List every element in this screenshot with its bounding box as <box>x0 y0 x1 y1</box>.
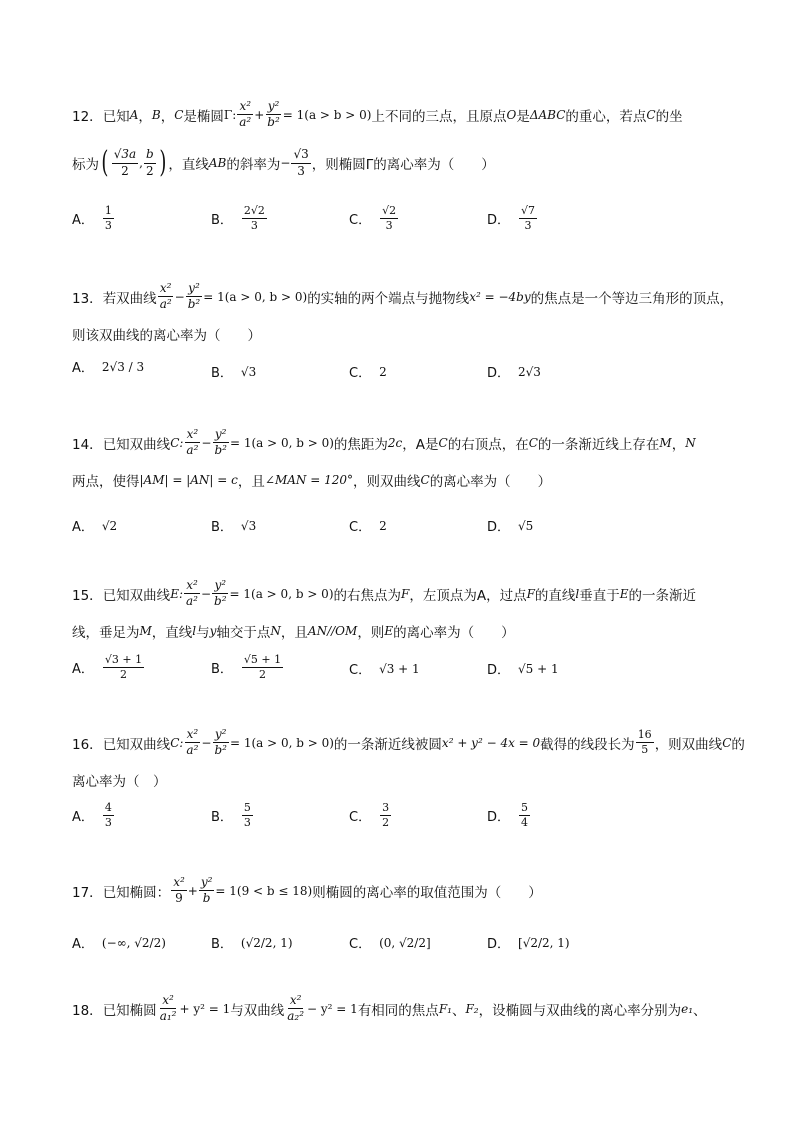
option-d[interactable] <box>487 516 533 535</box>
option-label: D． <box>487 810 511 826</box>
option-label: C． <box>349 663 372 678</box>
text: 是椭圆 <box>183 108 224 125</box>
text: 的焦点是一个等边三角形的顶点， <box>530 290 734 307</box>
option-value: √5 + 1 <box>518 661 559 676</box>
question-12-line-2: 标为 ( $\frac{√3a}{2}$ , $\frac{b}{2}$ ) ，直线 AB 的斜率为 − $\frac{√3}{3}$ ，则椭圆Γ的离心率为（ ） <box>72 145 495 180</box>
math-condition: = 1(a > 0, b > 0) <box>229 435 334 450</box>
math-F: F <box>526 586 535 601</box>
math-gamma: Γ: <box>223 107 237 122</box>
option-label: C． <box>349 520 372 535</box>
option-label: B． <box>211 213 233 229</box>
fraction-denominator: 5 <box>641 743 649 757</box>
option-c[interactable] <box>349 362 387 381</box>
text: 若双曲线 <box>102 290 157 307</box>
option-value: [√2/2, 1) <box>518 935 570 950</box>
text: 的右顶点，在 <box>447 436 529 453</box>
text: 的离心率为（ ） <box>429 474 552 490</box>
option-value: √3 + 1 <box>379 661 420 676</box>
text: ，则双曲线 <box>353 474 421 490</box>
math-C: C <box>174 107 184 122</box>
paren-left: ( <box>101 145 109 180</box>
text: ， <box>160 108 175 125</box>
text: 已知双曲线 <box>102 736 171 753</box>
option-label: A． <box>72 662 94 678</box>
option-label: B． <box>211 662 233 678</box>
math-O: O <box>506 107 517 122</box>
option-value: √2 <box>101 518 118 533</box>
text: 、 <box>693 1002 707 1019</box>
option-value: 3 <box>250 219 258 233</box>
question-13-line-2 <box>72 324 261 344</box>
math-angle: ∠MAN = 120° <box>264 473 353 487</box>
option-b[interactable] <box>211 802 254 829</box>
option-value: 2 <box>379 518 387 533</box>
option-value: √7 <box>519 205 537 219</box>
option-value: 2√3 / 3 <box>101 359 145 374</box>
option-value: 5 <box>519 802 530 816</box>
math-F: F <box>401 586 410 601</box>
text: 的直线 <box>534 587 576 604</box>
text: 已知椭圆 <box>102 1002 157 1019</box>
text: 上不同的三点，且原点 <box>371 108 507 125</box>
text: 的坐 <box>655 108 683 125</box>
text: 的离心率为（ ） <box>393 625 515 641</box>
question-number: 15． <box>72 587 103 604</box>
question-number: 18． <box>72 1002 103 1019</box>
text: ，直线 <box>151 625 193 641</box>
fraction-y2-b2: $\frac{\text{y²}}{\text{b²}}$ <box>267 99 280 130</box>
text: 的 <box>731 736 745 753</box>
text: 的重心，若点 <box>565 108 647 125</box>
option-label: D． <box>487 663 511 678</box>
option-value: (−∞, √2/2) <box>101 935 166 950</box>
option-a[interactable] <box>72 357 144 376</box>
math-parabola: x² = −4by <box>469 289 531 304</box>
fraction-y2-b2: $\frac{\text{y²}}{\text{b²}}$ <box>187 281 201 312</box>
option-label: A． <box>72 213 94 229</box>
text: 已知 <box>102 108 130 125</box>
option-c[interactable] <box>349 933 431 952</box>
text: 则该双曲线的离心率为（ ） <box>72 328 261 344</box>
option-label: B． <box>211 937 233 952</box>
option-label: D． <box>487 366 511 381</box>
option-a[interactable] <box>72 802 115 829</box>
question-number: 14． <box>72 436 103 453</box>
math-condition: = 1(9 < b ≤ 18) <box>215 883 313 898</box>
fraction-x2-9: $\frac{\text{x²}}{9}$ <box>173 875 185 906</box>
fraction-b-2: $\frac{b}{2}$ <box>145 147 154 178</box>
option-value: 2 <box>382 816 390 830</box>
text: 离心率为（ ） <box>72 774 167 790</box>
question-13-line-1: 13． 若双曲线 $\frac{\text{x²}}{\text{a²}}$ − $\frac{\text{y²}}{\text{b²}}$ = 1(a > 0, b > 0) 的实轴的两个端点与抛物线 x² = −4by 的焦点是一个等边三角形的顶点， <box>72 281 734 312</box>
math-condition: = 1(a > 0, b > 0) <box>229 735 334 750</box>
option-a[interactable] <box>72 516 117 535</box>
text: 轴交于点 <box>216 625 271 641</box>
option-d[interactable] <box>487 205 538 232</box>
question-15-line-1: 15． 已知双曲线 E: $\frac{\text{x²}}{\text{a²}}$ − $\frac{\text{y²}}{\text{b²}}$ = 1(a > 0, b > 0) 的右焦点为 F ，左顶点为A，过点 F 的直线 l 垂直于 E 的一条渐近 <box>72 578 697 609</box>
option-d[interactable] <box>487 362 541 381</box>
fraction-y2-b2: $\frac{\text{y²}}{\text{b²}}$ <box>214 578 227 609</box>
option-b[interactable] <box>211 362 256 381</box>
text: 已知双曲线 <box>102 436 171 453</box>
text: 、 <box>451 1002 466 1019</box>
math-triangle-ABC: ΔABC <box>529 107 566 122</box>
option-label: B． <box>211 366 233 381</box>
question-15-line-2 <box>72 621 515 641</box>
fraction-neg-sqrt3-3: $\frac{√3}{3}$ <box>293 147 309 178</box>
text: 的斜率为 <box>226 157 281 173</box>
option-value: 3 <box>380 802 391 816</box>
math-N: N <box>270 624 281 638</box>
math-ellipse: + y² = 1 <box>179 1001 231 1016</box>
math-equation: |AM| = |AN| = c <box>139 473 238 487</box>
question-number: 13． <box>72 290 103 307</box>
option-c[interactable] <box>349 516 387 535</box>
text: ，左顶点为A，过点 <box>409 587 527 604</box>
option-label: A． <box>72 361 94 376</box>
question-number: 17． <box>72 884 103 901</box>
option-value: 1 <box>103 205 114 219</box>
text: ，且 <box>237 474 265 490</box>
math-l: l <box>192 624 197 638</box>
option-value: √3 + 1 <box>103 654 144 668</box>
option-label: C． <box>349 937 372 952</box>
option-label: B． <box>211 520 233 535</box>
option-label: D． <box>487 213 511 229</box>
text: 是 <box>516 108 530 125</box>
math-parallel: AN//OM <box>307 624 358 638</box>
math-condition: = 1(a > b > 0) <box>282 107 372 122</box>
fraction-y2-b2: $\frac{\text{y²}}{\text{b²}}$ <box>214 727 227 758</box>
option-value: 3 <box>385 219 393 233</box>
option-b[interactable] <box>211 516 256 535</box>
fraction-x2-a2: $\frac{\text{x²}}{\text{a²}}$ <box>239 99 252 130</box>
option-label: A． <box>72 937 94 952</box>
text: ， <box>671 436 686 453</box>
option-value: 2 <box>120 668 128 682</box>
option-b[interactable] <box>211 205 268 232</box>
option-c[interactable] <box>349 659 420 678</box>
question-number: 16． <box>72 736 103 753</box>
math-M: M <box>139 624 152 638</box>
question-14-line-1: 14． 已知双曲线 C: $\frac{\text{x²}}{\text{a²}}$ − $\frac{\text{y²}}{\text{b²}}$ = 1(a > 0, b > 0) 的焦距为 2c ，A是 C 的右顶点，在 C 的一条渐近线上存在 M ， N <box>72 427 696 458</box>
text: 的一条渐近线上存在 <box>537 436 660 453</box>
text: 的焦距为 <box>333 436 388 453</box>
math-circle: x² + y² − 4x = 0 <box>441 735 541 750</box>
text: ， <box>138 108 152 125</box>
math-C: C <box>438 435 448 450</box>
option-value: √3 <box>240 518 257 533</box>
math-AB: AB <box>208 156 227 170</box>
option-value: 5 <box>242 802 253 816</box>
text: 标为 <box>72 157 99 173</box>
math-E: E <box>384 624 394 638</box>
fraction-x2-a2-2: $\frac{\text{x²}}{\text{a₂²}}$ <box>287 993 305 1024</box>
option-value: 3 <box>243 816 251 830</box>
fraction-sqrt3a-2: $\frac{√3a}{2}$ <box>113 147 137 178</box>
question-16-line-1: 16． 已知双曲线 C: $\frac{\text{x²}}{\text{a²}}$ − $\frac{\text{y²}}{\text{b²}}$ = 1(a > 0, b > 0) 的一条渐近线被圆 x² + y² − 4x = 0 截得的线段长为 $\frac{16}{5}$ ，则双曲线 C 的 <box>72 727 745 758</box>
text: 截得的线段长为 <box>540 736 635 753</box>
question-17-line-1: 17． 已知椭圆： $\frac{\text{x²}}{9}$ + $\frac{\text{y²}}{b}$ = 1(9 < b ≤ 18) 则椭圆的离心率的取值范围为（ ） <box>72 875 542 906</box>
math-F1: F₁ <box>438 1001 452 1016</box>
text: 已知椭圆： <box>102 884 171 901</box>
option-label: A． <box>72 520 94 535</box>
fraction-x2-a2: $\frac{\text{x²}}{\text{a²}}$ <box>186 727 199 758</box>
math-C: C <box>646 107 656 122</box>
math-C: C <box>528 435 538 450</box>
option-d[interactable] <box>487 933 570 952</box>
question-12-line-1: 12． 已知 A ， B ， C 是椭圆 Γ: $\frac{\text{x²}}{\text{a²}}$ + $\frac{\text{y²}}{\text{b²}}$ = 1(a > b > 0) 上不同的三点，且原点 O 是 ΔABC 的重心，若点 C 的坐 <box>72 99 683 130</box>
paren-right: ) <box>159 145 167 180</box>
option-value: (0, √2/2] <box>379 935 431 950</box>
text: 的一条渐近 <box>628 587 697 604</box>
fraction-y2-b2: $\frac{\text{y²}}{\text{b²}}$ <box>214 427 227 458</box>
text: 则椭圆的离心率的取值范围为（ ） <box>312 884 542 901</box>
math-l: l <box>575 586 580 601</box>
option-label: D． <box>487 520 511 535</box>
text: ，直线 <box>168 157 209 173</box>
fraction-x2-a2: $\frac{\text{x²}}{\text{a²}}$ <box>186 427 199 458</box>
text: 的实轴的两个端点与抛物线 <box>307 290 470 307</box>
math-F2: F₂ <box>465 1001 479 1016</box>
option-a[interactable] <box>72 205 115 232</box>
text: 垂直于 <box>579 587 620 604</box>
option-c[interactable] <box>349 802 392 829</box>
math-condition: = 1(a > 0, b > 0) <box>229 586 334 601</box>
option-value: 4 <box>103 802 114 816</box>
option-label: C． <box>349 213 372 229</box>
math-N: N <box>685 435 696 450</box>
math-A: A <box>129 107 139 122</box>
option-d[interactable] <box>487 802 531 829</box>
text: 线，垂足为 <box>72 625 140 641</box>
text: ，则椭圆Γ的离心率为（ ） <box>311 157 495 173</box>
option-value: √3 <box>240 364 257 379</box>
option-b[interactable] <box>211 933 293 952</box>
math-C: C <box>420 473 430 487</box>
option-value: 2√2 <box>242 205 267 219</box>
option-value: 3 <box>524 219 532 233</box>
option-a[interactable] <box>72 654 145 681</box>
text: 有相同的焦点 <box>357 1002 439 1019</box>
option-value: 2 <box>259 668 267 682</box>
fraction-numerator: 16 <box>636 729 654 743</box>
fraction-x2-a2: $\frac{\text{x²}}{\text{a²}}$ <box>186 578 198 609</box>
math-hyperbola: − y² = 1 <box>307 1001 358 1016</box>
question-18-line-1 <box>72 994 707 1023</box>
text: ，设椭圆与双曲线的离心率分别为 <box>478 1002 682 1019</box>
option-value: 2 <box>379 364 387 379</box>
question-16-line-2 <box>72 770 167 790</box>
text: 两点，使得 <box>72 474 140 490</box>
text: 已知双曲线 <box>102 587 171 604</box>
option-label: A． <box>72 810 94 826</box>
fraction-y2-b: $\frac{\text{y²}}{b}$ <box>200 875 213 906</box>
math-B: B <box>151 107 161 122</box>
math-E: E <box>619 586 629 601</box>
text: ，则 <box>357 625 385 641</box>
option-value: √5 + 1 <box>242 654 283 668</box>
text: 的一条渐近线被圆 <box>333 736 442 753</box>
question-14-line-2 <box>72 470 551 490</box>
math-C: C <box>722 735 732 750</box>
option-value: 3 <box>104 219 112 233</box>
option-value: √2 <box>380 205 398 219</box>
text: 与 <box>196 625 210 641</box>
option-label: B． <box>211 810 233 826</box>
text: ，且 <box>280 625 308 641</box>
math-condition: = 1(a > 0, b > 0) <box>203 289 308 304</box>
option-c[interactable] <box>349 205 399 232</box>
option-label: D． <box>487 937 511 952</box>
text: 的右焦点为 <box>333 587 401 604</box>
math-2c: 2c <box>387 435 403 450</box>
option-value: (√2/2, 1) <box>240 935 293 950</box>
math-e1: e₁ <box>681 1001 694 1016</box>
option-value: √5 <box>518 518 534 533</box>
math-M: M <box>659 435 672 450</box>
text: 与双曲线 <box>230 1002 285 1019</box>
fraction-16-5 <box>636 729 654 756</box>
question-number: 12． <box>72 108 103 125</box>
option-value: 3 <box>104 816 112 830</box>
option-label: C． <box>349 366 372 381</box>
fraction-x2-a2: $\frac{\text{x²}}{\text{a²}}$ <box>159 281 172 312</box>
option-value: 2√3 <box>518 364 541 379</box>
option-label: C． <box>349 810 372 826</box>
option-b[interactable] <box>211 654 284 681</box>
option-d[interactable] <box>487 659 559 678</box>
option-value: 4 <box>521 816 529 830</box>
text: ，A是 <box>402 436 439 453</box>
math-y: y <box>209 624 217 638</box>
fraction-x2-a1-2: $\frac{\text{x²}}{\text{a₁²}}$ <box>159 993 177 1024</box>
option-a[interactable] <box>72 933 166 952</box>
text: ，则双曲线 <box>654 736 723 753</box>
